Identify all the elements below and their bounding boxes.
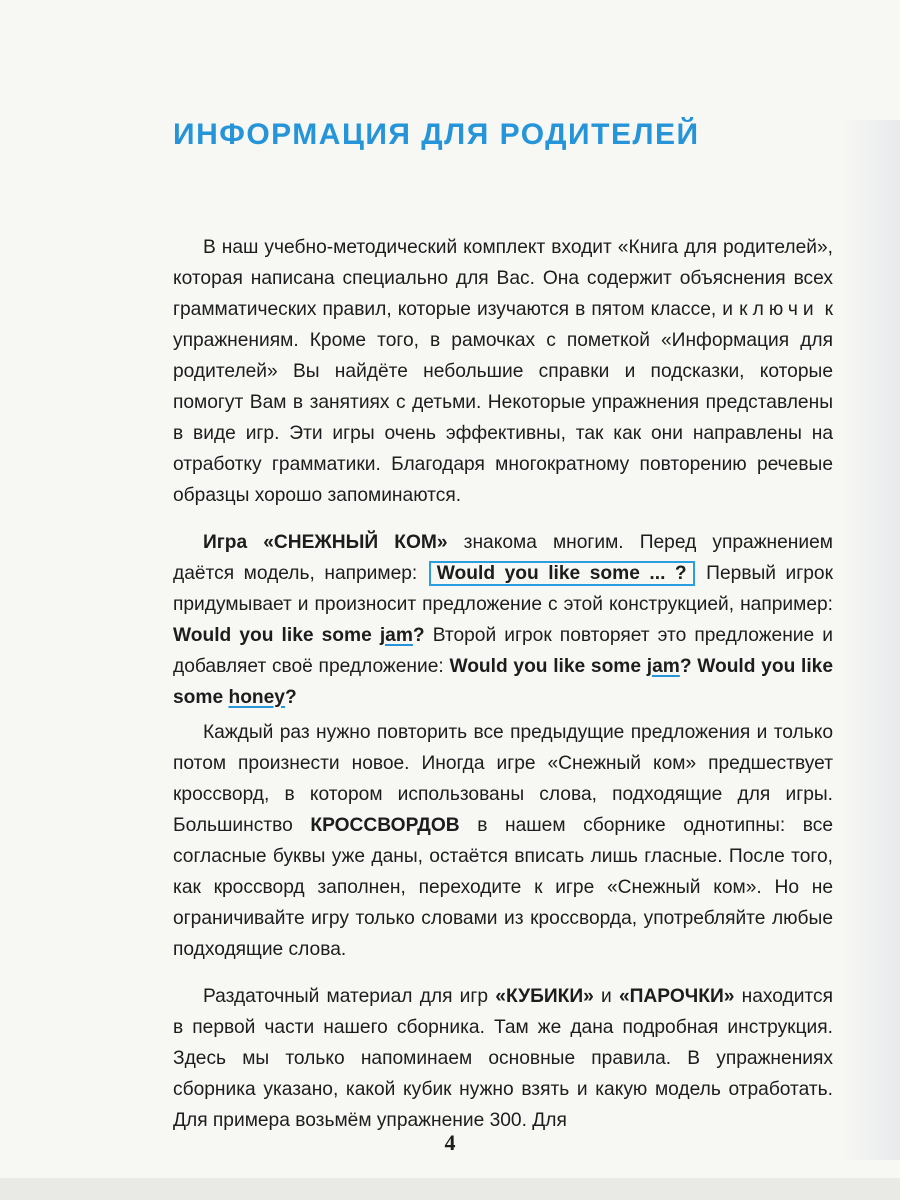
underlined-word-jam: jam (379, 625, 413, 646)
cubes-game-name: «КУБИКИ» (495, 986, 594, 1007)
paragraph-intro: В наш учебно-методический комплект входит «Книга для родителей», которая написана специально для Вас. Она содержит объяснения всех грамматических правил, которые изучаются в пятом классе, и ключи к упражнениям. Кроме того, в рамочках с пометкой «Информация для родителей» Вы найдёте небольшие справки и подсказки, которые помогут Вам в занятиях с детьми. Некоторые упражнения представлены в виде игр. Эти игры очень эффективны, так как они направлены на отработку грамматики. Благодаря многократному повторению речевые образцы хорошо запоминаются. (173, 237, 833, 506)
pairs-game-name: «ПАРОЧКИ» (618, 986, 735, 1007)
crosswords-word: КРОССВОРДОВ (310, 815, 460, 836)
keys-word: ключи (739, 299, 819, 320)
underlined-word-honey: honey (228, 687, 285, 708)
snowball-game-name: Игра «СНЕЖНЫЙ КОМ» (203, 532, 448, 553)
paragraph-crosswords: Каждый раз нужно повторить все предыдущие предложения и только потом произнести новое. Иногда игре «Снежный ком» предшествует кроссворд, в котором использованы слова, подходящие для игры. Большинство КРОССВОРДОВ в нашем сборнике однотипны: все согласные буквы уже даны, остаётся вписать лишь гласные. После того, как кроссворд заполнен, переходите к игре «Снежный ком». Но не ограничивайте игру только словами из кроссворда, употребляйте любые подходящие слова. (173, 722, 833, 960)
page-bottom-edge (0, 1178, 900, 1200)
bleed-through-shadow (840, 120, 900, 1160)
paragraph-snowball: Игра «СНЕЖНЫЙ КОМ» знакома многим. Перед упражнением даётся модель, например: Would you like some ... ? Первый игрок придумывает и произносит предложение с этой конструкцией, например: Would you like some jam? Второй игрок повторяет это предложение и добавляет своё предложение: Would you like some jam? Would you like some honey? (173, 532, 834, 708)
page-title: ИНФОРМАЦИЯ ДЛЯ РОДИТЕЛЕЙ (173, 118, 700, 151)
body-text (173, 232, 833, 1140)
paragraph-materials: Раздаточный материал для игр «КУБИКИ» и «ПАРОЧКИ» находится в первой части нашего сборника. Там же дана подробная инструкция. Здесь мы только напоминаем основные правила. В упражнениях сборника указано, какой кубик нужно взять и какую модель отработать. Для примера возьмём упражнение 300. Для (173, 986, 833, 1131)
model-frame: Would you like some ... ? (429, 561, 695, 586)
underlined-word-jam-2: jam (646, 656, 680, 677)
page-number: 4 (444, 1130, 456, 1155)
